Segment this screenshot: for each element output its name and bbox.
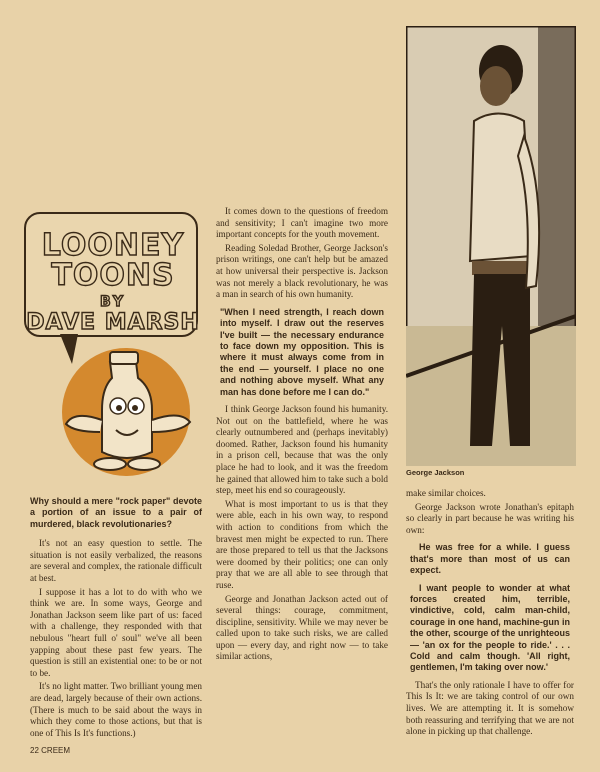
paragraph: What is most important to us is that they were able, each in his own way, to respond with action to conditions from which the bravest men might be expected to run. There are those prepared to tell us that the Jacksons were doomed by their politics; one can only pray that we are all able to see through that ruse.: [216, 498, 388, 590]
paragraph: I suppose it has a lot to do with who we think we are. In some ways, George and Jonathan Jackson seem like part of us: faced with a challenge, they responded with that nebulous "heart full o' soul" we've all been yapping about these past few years. The question is still an existential one: to be or not to be.: [30, 586, 202, 678]
article-column-2: [216, 206, 388, 665]
paragraph: Reading Soledad Brother, George Jackson's prison writings, one can't help but be amazed at how universal their perspective is. Jackson was not merely a black revolutionary, he was a man in search of his own humanity.: [216, 242, 388, 300]
page-number: 22: [30, 746, 39, 755]
paragraph: George and Jonathan Jackson acted out of several things: courage, commitment, discipline, sensitivity. While we may never be called upon to take such risks, we are called upon — every day, and right now — to take similar actions,: [216, 593, 388, 662]
paragraph: make similar choices.: [406, 488, 486, 498]
george-jackson-photo: [406, 26, 576, 466]
block-quote: I want people to wonder at what forces created him, terrible, vindictive, cold, calm man-child, courage in one hand, machine-gun in the other, scourge of the unrighteous — 'an ox for the people to ride.' . . . Cold and calm though. 'All right, gentlemen, I'm taking over now.': [410, 582, 570, 673]
article-column-1: [30, 496, 202, 741]
magazine-name: CREEM: [41, 746, 71, 755]
logo-author: DAVE MARSH: [26, 310, 200, 335]
page-footer: [30, 746, 70, 755]
looney-toons-logo-bubble: [24, 212, 198, 337]
photo-caption: George Jackson: [406, 468, 465, 477]
logo-title-line1: LOONEY: [41, 228, 185, 263]
paragraph: It comes down to the questions of freedom and sensitivity; I can't imagine two more important concepts for the youth movement.: [216, 206, 388, 240]
paragraph: George Jackson wrote Jonathan's epitaph so clearly in part because he was writing his own:: [406, 501, 574, 535]
logo-title-line2: TOONS: [51, 258, 175, 293]
creem-bottle-mascot-illustration: [40, 340, 200, 480]
article-column-3: [406, 488, 574, 740]
logo-byline-by: BY: [99, 294, 127, 310]
paragraph: I think George Jackson found his humanity. Not out on the battlefield, where he was clearly outnumbered and (perhaps inevitably) doomed. Rather, Jackson found his humanity in a prison cell, because that was the only place he had to look, and it was the freedom he gained that allowed him to take such a bold step, meet his end so courageously.: [216, 404, 388, 496]
block-quote: He was free for a while. I guess that's more than most of us can expect.: [410, 542, 570, 576]
paragraph: It's not an easy question to settle. The situation is not easily verbalized, the reasons are several and complex, the rationale difficult at best.: [30, 538, 202, 583]
lead-question: Why should a mere "rock paper" devote a portion of an issue to a pair of murdered, black revolutionaries?: [30, 496, 202, 529]
paragraph: It's no light matter. Two brilliant young men are dead, largely because of their own actions. (There is much to be said about the ways in which they come to those actions, but that is one of This Is It's functions.): [30, 681, 202, 738]
paragraph: That's the only rationale I have to offer for This Is It: we are taking control of our own lives. We are attempting it. It is somehow both reassuring and terrifying that we are not alone in picking up that challenge.: [406, 679, 574, 737]
block-quote: "When I need strength, I reach down into myself. I draw out the reserves I've built — the necessary endurance to face down my opposition. This is where it must always come from in the end — yourself. I place no one and nothing above myself. What any man has done before me I can do.": [220, 306, 384, 397]
